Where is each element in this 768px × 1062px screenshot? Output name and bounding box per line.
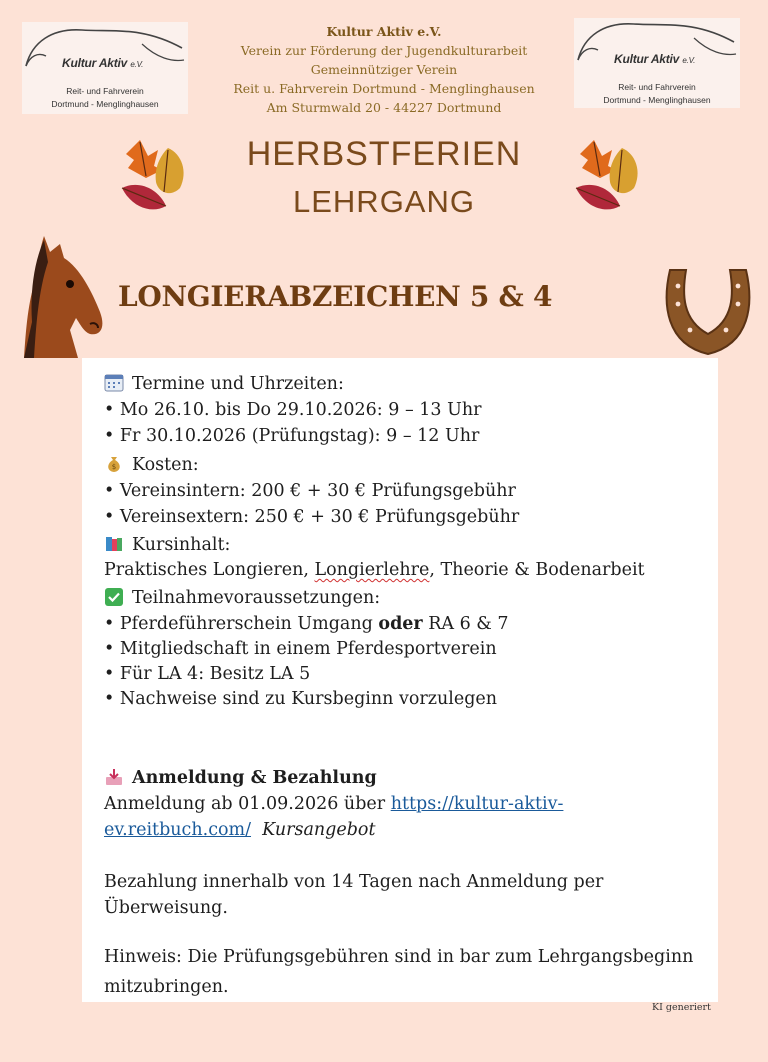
- horseshoe-icon: [660, 264, 756, 360]
- org-line-1: Verein zur Förderung der Jugendkulturarbeit: [240, 43, 528, 58]
- section-kosten: $ Kosten:: [104, 455, 199, 475]
- hint-line-2: mitzubringen.: [104, 977, 229, 997]
- anmeldung-text-2: [104, 820, 376, 840]
- subtitle-longierabzeichen: LONGIERABZEICHEN 5 & 4: [118, 280, 553, 313]
- kosten-item-2: • Vereinsextern: 250 € + 30 € Prüfungsgebühr: [104, 507, 519, 527]
- kosten-item-1: • Vereinsintern: 200 € + 30 € Prüfungsgebühr: [104, 481, 516, 501]
- org-line-2: Gemeinnütziger Verein: [310, 62, 458, 77]
- ai-generated-note: KI generiert: [652, 1002, 711, 1013]
- org-header: [0, 22, 768, 117]
- org-line-4: Am Sturmwald 20 - 44227 Dortmund: [266, 100, 502, 115]
- anmeldung-link[interactable]: https://kultur-aktiv-: [390, 794, 564, 814]
- anmeldung-link-2[interactable]: ev.reitbuch.com/: [104, 820, 252, 840]
- termine-item-1: • Mo 26.10. bis Do 29.10.2026: 9 – 13 Uhr: [104, 400, 482, 420]
- logo-brand: Kultur Aktiv e.V.: [62, 56, 144, 70]
- check-mark-icon: [104, 588, 124, 606]
- title-herbstferien: HERBSTFERIEN: [246, 135, 522, 173]
- books-icon: [104, 535, 124, 553]
- kursangebot-label: Kursangebot: [262, 820, 376, 840]
- logo-sub-1: Reit- und Fahrverein: [618, 82, 696, 92]
- svg-text:$: $: [111, 463, 117, 471]
- payment-line-2: Überweisung.: [104, 898, 228, 918]
- voraus-item-4: • Nachweise sind zu Kursbeginn vorzulegen: [104, 689, 497, 709]
- voraus-item-2: • Mitgliedschaft in einem Pferdesportverein: [104, 639, 497, 659]
- title-lehrgang: LEHRGANG: [293, 184, 475, 219]
- termine-item-2: • Fr 30.10.2026 (Prüfungstag): 9 – 12 Uhr: [104, 426, 479, 446]
- calendar-icon: [104, 374, 124, 392]
- voraus-item-1: • Pferdeführerschein Umgang oder RA 6 & 7: [104, 614, 509, 634]
- inbox-tray-icon: [104, 768, 124, 786]
- org-line-3: Reit u. Fahrverein Dortmund - Menglinghausen: [233, 81, 535, 96]
- section-termine: Termine und Uhrzeiten:: [104, 374, 344, 394]
- logo-sub-2: Dortmund - Menglinghausen: [51, 99, 159, 109]
- section-anmeldung: Anmeldung & Bezahlung: [104, 768, 377, 788]
- org-name: Kultur Aktiv e.V.: [326, 24, 442, 39]
- logo-brand: Kultur Aktiv e.V.: [614, 52, 696, 66]
- horse-head-icon: [20, 232, 114, 358]
- anmeldung-text: Anmeldung ab 01.09.2026 über https://kultur-aktiv-: [104, 794, 564, 814]
- voraus-item-3: • Für LA 4: Besitz LA 5: [104, 664, 310, 684]
- section-voraussetzungen: Teilnahmevoraussetzungen:: [104, 588, 380, 608]
- logo-sub-2: Dortmund - Menglinghausen: [603, 95, 711, 105]
- logo-sub-1: Reit- und Fahrverein: [66, 86, 144, 96]
- kurs-text: Praktisches Longieren, Longierlehre, Theorie & Bodenarbeit: [104, 560, 645, 580]
- hint-line-1: Hinweis: Die Prüfungsgebühren sind in bar zum Lehrgangsbeginn: [104, 947, 694, 967]
- money-bag-icon: [104, 455, 124, 473]
- payment-line-1: Bezahlung innerhalb von 14 Tagen nach Anmeldung per: [104, 872, 604, 892]
- section-kursinhalt: Kursinhalt:: [104, 535, 230, 555]
